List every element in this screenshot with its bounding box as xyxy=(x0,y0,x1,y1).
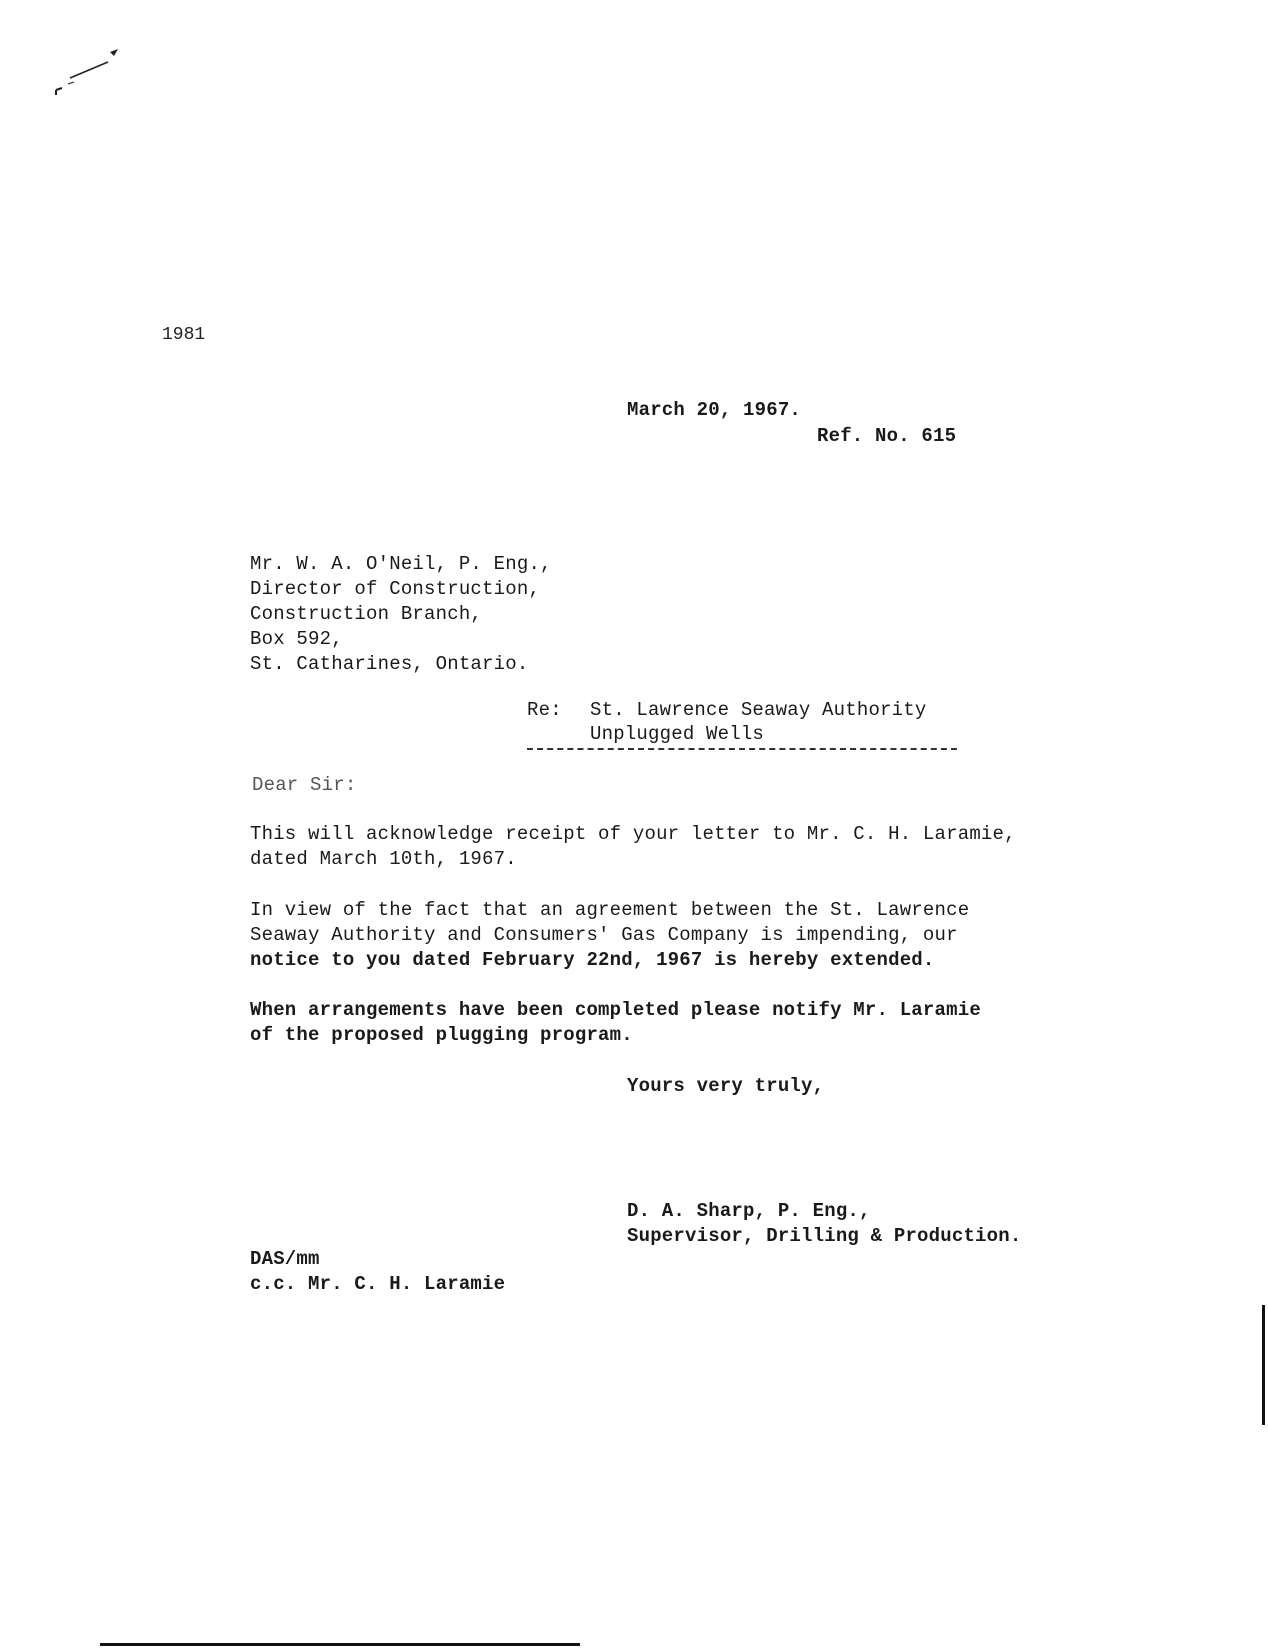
reference-number: Ref. No. 615 xyxy=(817,425,957,447)
subject-line: Unplugged Wells xyxy=(590,723,765,745)
typist-initials: DAS/mm xyxy=(250,1248,320,1270)
body-paragraph xyxy=(250,998,981,1048)
paragraph-line: This will acknowledge receipt of your letter to Mr. C. H. Laramie, xyxy=(250,823,1016,845)
closing: Yours very truly, xyxy=(627,1075,825,1097)
signature-block xyxy=(627,1199,1021,1249)
paragraph-line: In view of the fact that an agreement between the St. Lawrence xyxy=(250,899,970,921)
recipient-address xyxy=(250,552,552,677)
bottom-edge-rule xyxy=(100,1643,580,1646)
letter-date: March 20, 1967. xyxy=(627,399,802,421)
subject-underline xyxy=(527,748,957,750)
subject-line: St. Lawrence Seaway Authority xyxy=(590,699,927,721)
file-number: 1981 xyxy=(162,325,206,345)
recipient-line: Mr. W. A. O'Neil, P. Eng., xyxy=(250,553,552,575)
pen-mark-icon xyxy=(52,40,132,100)
paragraph-line: When arrangements have been completed please notify Mr. Laramie xyxy=(250,999,981,1021)
carbon-copy: c.c. Mr. C. H. Laramie xyxy=(250,1273,506,1295)
recipient-line: Box 592, xyxy=(250,628,343,650)
paragraph-line: notice to you dated February 22nd, 1967 is hereby extended. xyxy=(250,949,935,971)
recipient-line: St. Catharines, Ontario. xyxy=(250,653,529,675)
recipient-line: Construction Branch, xyxy=(250,603,483,625)
subject-label: Re: xyxy=(527,699,562,721)
signatory-name: D. A. Sharp, P. Eng., xyxy=(627,1200,871,1222)
paragraph-line: Seaway Authority and Consumers' Gas Company is impending, our xyxy=(250,924,958,946)
paragraph-line: of the proposed plugging program. xyxy=(250,1024,633,1046)
body-paragraph xyxy=(250,822,1016,872)
scan-edge-mark xyxy=(1262,1305,1265,1425)
signatory-title: Supervisor, Drilling & Production. xyxy=(627,1225,1022,1247)
body-paragraph xyxy=(250,898,969,973)
paragraph-line: dated March 10th, 1967. xyxy=(250,848,517,870)
recipient-line: Director of Construction, xyxy=(250,578,541,600)
salutation: Dear Sir: xyxy=(252,774,357,796)
footer-notes xyxy=(250,1247,505,1297)
